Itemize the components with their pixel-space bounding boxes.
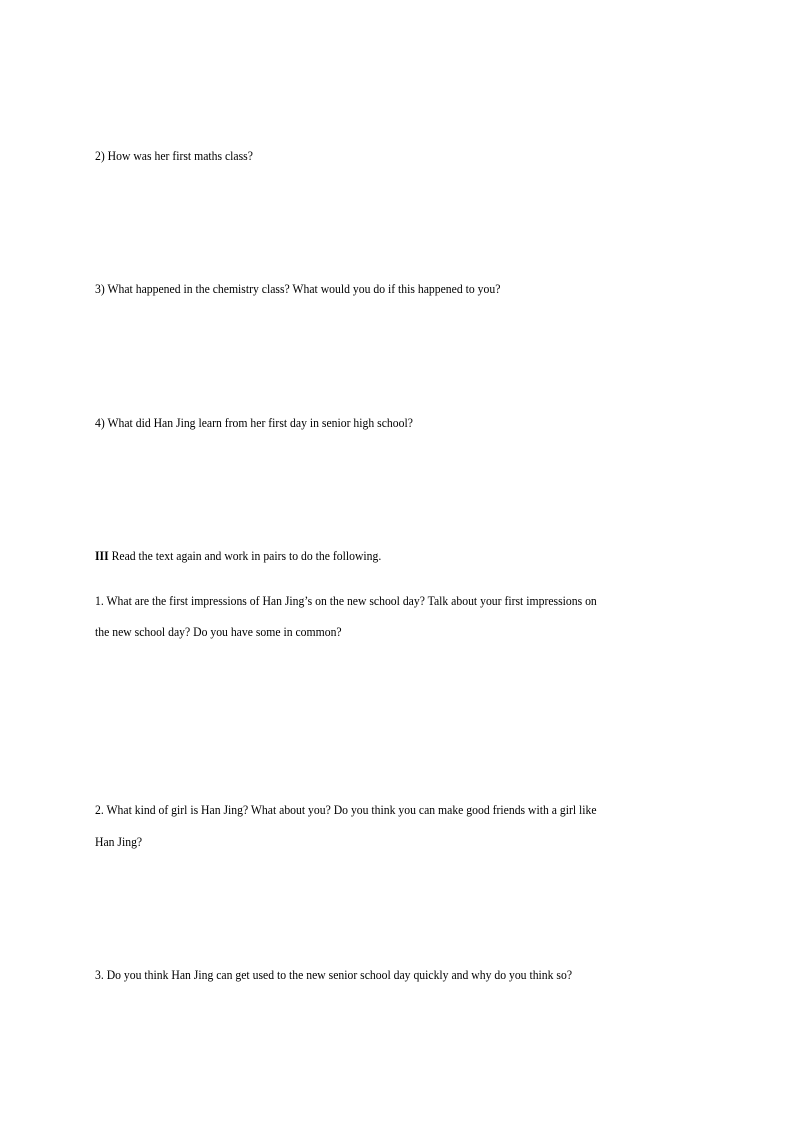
question-2: 2) How was her first maths class? (95, 148, 253, 163)
question-4: 4) What did Han Jing learn from her first day in senior high school? (95, 415, 413, 430)
item-1-line-2: the new school day? Do you have some in common? (95, 624, 342, 639)
item-2-line-2: Han Jing? (95, 834, 143, 849)
section-3-heading (95, 549, 381, 562)
section-3-instruction: Read the text again and work in pairs to do the following. (108, 548, 382, 563)
item-3-line-1: 3. Do you think Han Jing can get used to the new senior school day quickly and why do you think so? (95, 967, 573, 982)
item-2-line-1: 2. What kind of girl is Han Jing? What about you? Do you think you can make good friends with a girl like (95, 802, 597, 817)
question-3: 3) What happened in the chemistry class? What would you do if this happened to you? (95, 281, 501, 296)
section-3-numeral: III (95, 548, 109, 563)
item-1-line-1: 1. What are the first impressions of Han Jing’s on the new school day? Talk about your first impressions on (95, 593, 597, 608)
